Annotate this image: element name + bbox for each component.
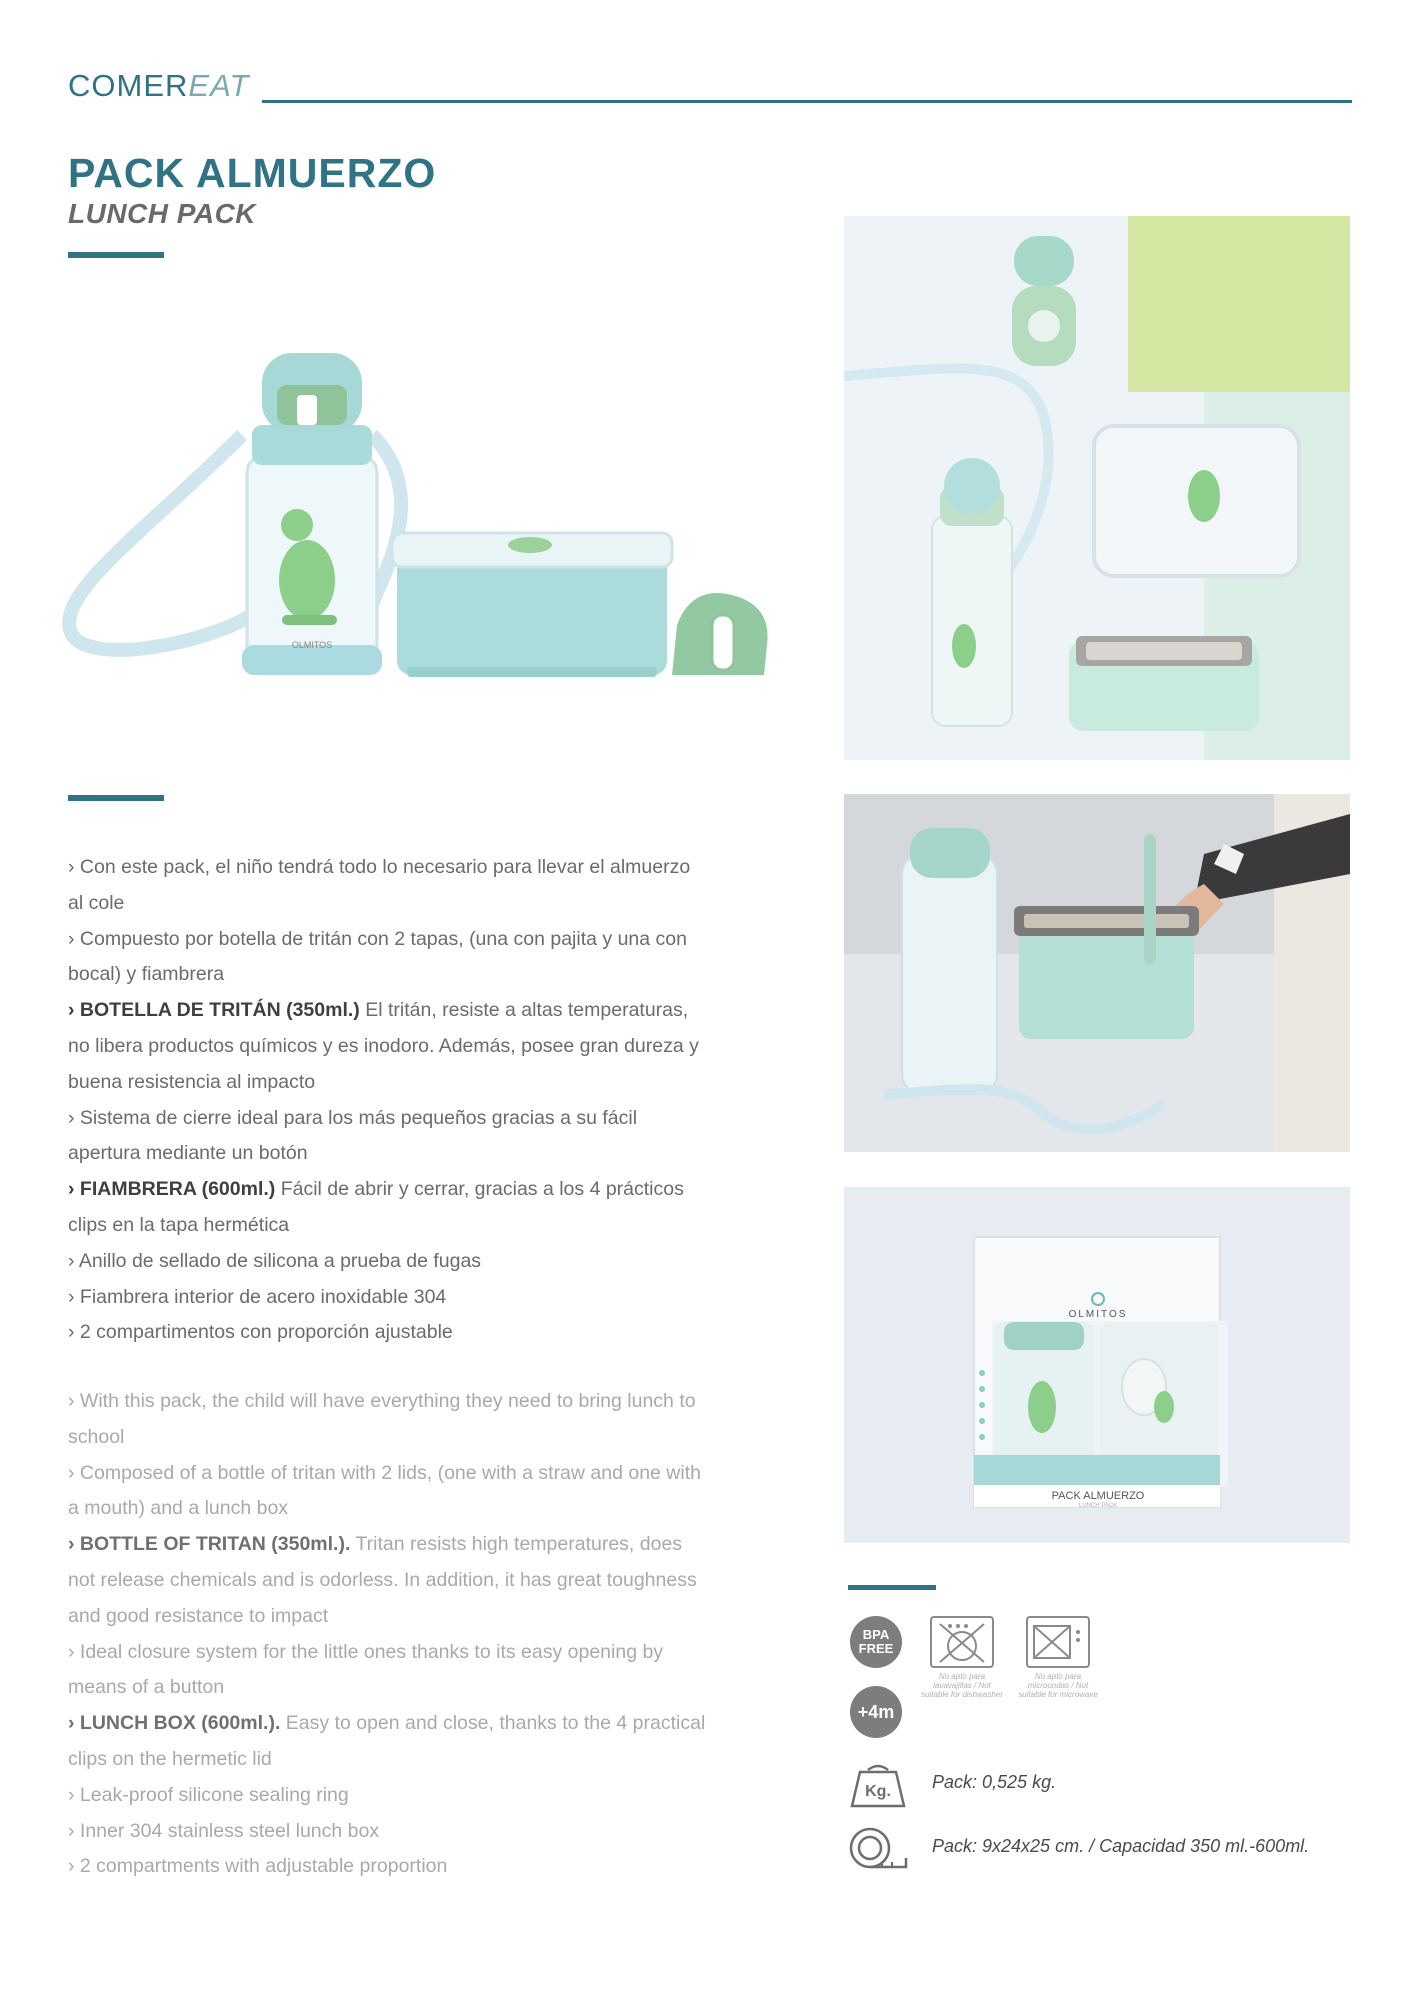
lifestyle-photo-flatlay xyxy=(844,216,1350,760)
description-item xyxy=(68,1635,710,1707)
microwave-caption: No apto para microondas / Not suitable for microwave xyxy=(1018,1672,1098,1699)
description-item-text: › Compuesto por botella de tritán con 2 tapas, (una con pajita y una con bocal) y fiambrera xyxy=(68,927,687,986)
description-item xyxy=(68,1456,710,1528)
description-item-text: › Fiambrera interior de acero inoxidable 304 xyxy=(68,1285,447,1308)
description-item xyxy=(68,1706,710,1778)
description-item xyxy=(68,1280,710,1316)
package-illustration xyxy=(844,1187,1350,1543)
package-label: PACK ALMUERZO xyxy=(1051,1490,1145,1502)
description-item-text: › Composed of a bottle of tritan with 2 lids, (one with a straw and one with a mouth) and a lunch box xyxy=(68,1461,701,1520)
microwave-glyph xyxy=(1028,1618,1088,1666)
bpa-line-1: BPA xyxy=(862,1627,890,1642)
description-item-text: Easy to open and close, thanks to the 4 practical clips on the hermetic lid xyxy=(68,1712,706,1770)
dimensions-spec: Pack: 9x24x25 cm. / Capacidad 350 ml.-600ml. xyxy=(932,1836,1310,1856)
description-item-heading: › LUNCH BOX (600ml.). xyxy=(68,1712,281,1735)
description-item xyxy=(68,922,710,994)
description-item xyxy=(68,1315,710,1351)
weight-icon xyxy=(848,1760,908,1808)
description-item-text: › Con este pack, el niño tendrá todo lo necesario para llevar el almuerzo al cole xyxy=(68,856,691,914)
description-item-text: › With this pack, the child will have everything they need to bring lunch to school xyxy=(68,1390,696,1448)
page-title: PACK ALMUERZO xyxy=(68,150,437,196)
description-item-heading: › BOTELLA DE TRITÁN (350ml.) xyxy=(68,999,360,1022)
description-item-heading: › BOTTLE OF TRITAN (350ml.). xyxy=(68,1533,351,1556)
lifestyle-photo-kid xyxy=(844,794,1350,1152)
bpa-free-badge xyxy=(850,1616,902,1668)
bpa-line-2: FREE xyxy=(858,1641,894,1656)
description-item xyxy=(68,1849,710,1885)
hero-bottle-brand: OLMITOS xyxy=(291,640,333,650)
package-photo xyxy=(844,1187,1350,1543)
package-brand: OLMITOS xyxy=(1068,1309,1128,1320)
no-microwave-icon xyxy=(1026,1616,1090,1668)
description-item xyxy=(68,1244,710,1280)
page-subtitle: LUNCH PACK xyxy=(68,198,257,229)
description-accent-bar xyxy=(68,795,164,801)
no-dishwasher-icon xyxy=(930,1616,994,1668)
description-item xyxy=(68,850,710,922)
package-sublabel: LUNCH PACK xyxy=(1078,1503,1118,1509)
specs-accent-bar xyxy=(848,1585,936,1590)
description-item-text: Tritan resists high temperatures, does not release chemicals and is odorless. In addition, it has great toughness and good resistance to impact xyxy=(68,1533,697,1627)
brand-logo xyxy=(68,68,249,104)
description-en xyxy=(68,1384,710,1885)
description-item-text: › Ideal closure system for the little ones thanks to its easy opening by means of a button xyxy=(68,1640,664,1699)
description-item xyxy=(68,1814,710,1850)
description-item-text: › Anillo de sellado de silicona a prueba de fugas xyxy=(68,1249,482,1272)
description-item-text: Fácil de abrir y cerrar, gracias a los 4 prácticos clips en la tapa hermética xyxy=(68,1178,684,1236)
description-item-heading: › FIAMBRERA (600ml.) xyxy=(68,1178,276,1201)
description-item xyxy=(68,1384,710,1456)
specs-panel xyxy=(846,1612,1366,1872)
age-badge: +4m xyxy=(850,1686,902,1738)
hero-product-image xyxy=(52,345,792,695)
description-item-text: El tritán, resiste a altas temperaturas, no libera productos químicos y es inodoro. Además, posee gran dureza y buena resistencia al impacto xyxy=(68,999,699,1093)
description-item xyxy=(68,1778,710,1814)
description-item xyxy=(68,1527,710,1634)
weight-spec: Pack: 0,525 kg. xyxy=(932,1772,1057,1792)
description-es xyxy=(68,850,710,1351)
brand-part-2: EAT xyxy=(188,68,250,103)
tape-measure-icon xyxy=(848,1822,908,1870)
description-item-text: › Sistema de cierre ideal para los más pequeños gracias a su fácil apertura mediante un botón xyxy=(68,1106,638,1165)
header-rule xyxy=(262,100,1352,103)
weight-icon-label: Kg. xyxy=(865,1783,891,1800)
dishwasher-glyph xyxy=(932,1618,992,1666)
description-item-text: › 2 compartimentos con proporción ajustable xyxy=(68,1321,453,1344)
description-item xyxy=(68,1172,710,1244)
description-item-text: › 2 compartments with adjustable proportion xyxy=(68,1855,448,1878)
description-item-text: › Inner 304 stainless steel lunch box xyxy=(68,1819,380,1842)
description-item xyxy=(68,1101,710,1173)
description-item xyxy=(68,993,710,1100)
title-accent-bar xyxy=(68,252,164,258)
dishwasher-caption: No apto para lavavajillas / Not suitable for dishwasher xyxy=(921,1672,1003,1699)
brand-part-1: COMER xyxy=(68,68,189,103)
description-item-text: › Leak-proof silicone sealing ring xyxy=(68,1783,349,1806)
